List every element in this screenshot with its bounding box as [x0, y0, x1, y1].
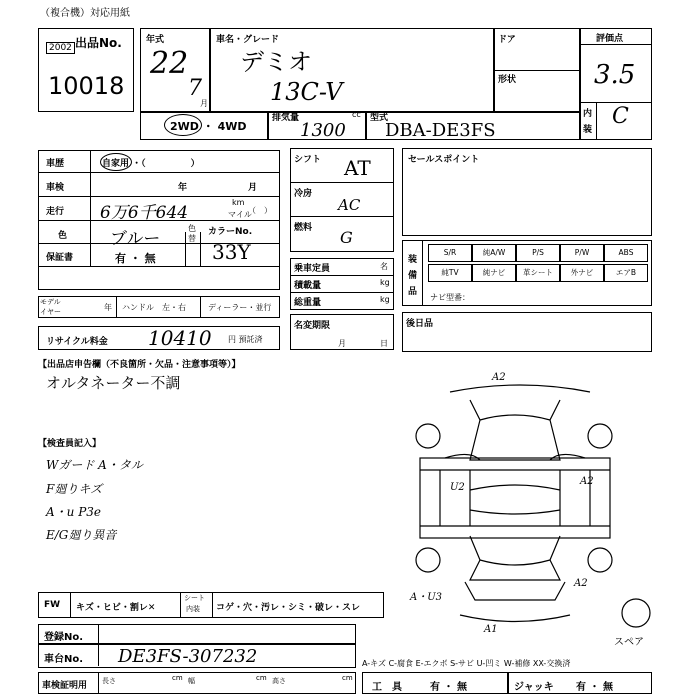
displacement-label: 排気量: [272, 113, 300, 123]
equipment-item: P/W: [560, 244, 604, 262]
interior-value: C: [612, 104, 629, 129]
warranty-label: 保証書: [46, 253, 74, 263]
equipment-item: 純TV: [428, 264, 472, 282]
inspector-line-2: F廻りキズ: [46, 482, 103, 496]
mileage-label: 走行: [46, 207, 65, 217]
fuel-label: 燃料: [294, 223, 313, 233]
fw-items: キズ・ヒビ・割レ✕: [76, 603, 156, 613]
mark-a2-top: A2: [492, 372, 506, 383]
equipment-label-1: 装: [408, 255, 418, 265]
door-label: ドア: [498, 35, 516, 45]
equipment-item: 純ナビ: [472, 264, 516, 282]
sales-point-label: セールスポイント: [408, 155, 480, 165]
cert-width-unit: cm: [256, 674, 267, 682]
name-change-label: 名変期限: [294, 321, 331, 331]
registration-box: [38, 624, 356, 644]
gross-label: 総重量: [294, 298, 322, 308]
load-unit: kg: [380, 278, 390, 287]
shift-value: AT: [344, 156, 371, 180]
displacement-value: 1300: [300, 120, 346, 141]
year-label: 年式: [146, 35, 165, 45]
load-label: 積載量: [294, 281, 322, 291]
tools-value: 有 ・ 無: [430, 682, 467, 693]
report-text: オルタネーター不調: [46, 374, 181, 392]
recycle-label: リサイクル料金: [46, 337, 108, 347]
equipment-item: 外ナビ: [560, 264, 604, 282]
warranty-value: 有 ・ 無: [115, 252, 156, 265]
recycle-unit: 円 預託済: [228, 335, 263, 344]
equipment-item: S/R: [428, 244, 472, 262]
inspector-label: 【検査員記入】: [38, 439, 102, 449]
dealer-value: ディーラー・並行: [208, 303, 272, 312]
equipment-item: ABS: [604, 244, 648, 262]
tools-label: 工 具: [372, 682, 402, 693]
mark-a2-right: A2: [580, 476, 594, 487]
history-value: 自家用 ・（ ）: [102, 159, 200, 169]
score-label: 評価点: [596, 34, 624, 44]
inspection-label: 車検: [46, 183, 65, 193]
capacity-label: 乗車定員: [294, 264, 331, 274]
interior-label-1: 内: [583, 109, 593, 119]
model-year-unit: 年: [104, 303, 112, 312]
mileage-paren: （ ）: [248, 206, 272, 215]
chassis-value: DE3FS-307232: [118, 646, 258, 667]
lot-label: 出品No.: [75, 36, 122, 50]
car-grade-value: 13C-V: [270, 78, 343, 106]
inspection-year-unit: 年: [178, 183, 188, 193]
color-kind-1: 色: [188, 224, 196, 233]
shape-label: 形状: [498, 75, 517, 85]
mileage-value: 6万6千644: [100, 203, 189, 223]
gross-unit: kg: [380, 295, 390, 304]
equipment-label-3: 品: [408, 287, 418, 297]
jack-value: 有 ・ 無: [576, 682, 613, 693]
mileage-unit-km: km: [232, 198, 245, 207]
lot-year-stamp: 2002: [46, 42, 75, 54]
year-month-unit: 月: [200, 99, 208, 108]
year-month-value: 7: [188, 76, 202, 101]
fw-seat-1: シート: [184, 594, 205, 602]
equipment-item: P/S: [516, 244, 560, 262]
color-code-value: 33Y: [212, 240, 251, 264]
color-kind-2: 替: [188, 234, 196, 243]
color-code-label: カラーNo.: [208, 227, 253, 237]
inspector-line-3: A・u P3e: [46, 505, 102, 519]
fuel-value: G: [340, 228, 353, 247]
form-header: （複合機）対応用紙: [40, 8, 130, 19]
model-year-label-2: イヤー: [40, 308, 61, 316]
equipment-item: エアB: [604, 264, 648, 282]
color-value: ブルー: [110, 229, 161, 249]
aircon-label: 冷房: [294, 189, 313, 199]
shift-label: シフト: [294, 155, 322, 165]
score-value: 3.5: [594, 60, 636, 90]
inspector-line-4: E/G廻り異音: [46, 528, 117, 542]
equipment-item: 革シート: [516, 264, 560, 282]
equipment-item: 純A/W: [472, 244, 516, 262]
navi-model-label: ナビ型番：: [430, 293, 470, 302]
legend-text: A-キズ C-腐食 E-エクボ S-サビ U-凹ミ W-補修 XX-交換済: [362, 659, 571, 668]
registration-label: 登録No.: [44, 632, 84, 643]
aircon-value: AC: [338, 196, 361, 214]
inspector-line-1: Wガード A・タル: [46, 458, 143, 472]
model-year-label-1: モデル: [40, 298, 61, 306]
color-label: 色: [58, 231, 68, 241]
after-label: 後日品: [406, 319, 434, 329]
capacity-unit: 名: [380, 262, 388, 271]
cert-height-unit: cm: [342, 674, 353, 682]
mileage-unit-mile: マイル: [228, 210, 252, 219]
car-name-value: デミオ: [240, 48, 312, 76]
displacement-unit: cc: [352, 110, 361, 119]
mark-a2-lower: A2: [574, 578, 588, 589]
inspection-month-unit: 月: [248, 183, 258, 193]
year-era-value: 22: [150, 46, 189, 81]
cert-height: 高さ: [272, 677, 286, 685]
cert-width: 幅: [188, 677, 195, 685]
name-change-month: 月: [338, 339, 346, 348]
cert-label: 車検証明用: [42, 681, 88, 691]
mark-au3: A・U3: [410, 592, 443, 603]
chassis-label: 車台No.: [44, 654, 84, 665]
history-label: 車歴: [46, 159, 65, 169]
interior-label-2: 装: [583, 125, 593, 135]
fw-seat-items: コゲ・穴・汚レ・シミ・破レ・スレ: [216, 603, 361, 613]
spare-label: スペア: [614, 637, 644, 648]
drive-options: 2WD ・ 4WD: [170, 120, 247, 133]
jack-label: ジャッキ: [514, 682, 554, 693]
equipment-label-2: 備: [408, 271, 418, 281]
cert-length-unit: cm: [172, 674, 183, 682]
report-label: 【出品店申告欄（不良箇所・欠品・注意事項等）】: [38, 360, 241, 370]
lot-number: 10018: [48, 72, 125, 100]
model-value: DBA-DE3FS: [385, 120, 496, 141]
mark-u2: U2: [450, 482, 465, 493]
name-change-day: 日: [380, 339, 388, 348]
mark-a1: A1: [484, 624, 498, 635]
fw-label: FW: [44, 600, 61, 610]
handle-value: ハンドル 左・右: [122, 303, 186, 312]
cert-length: 長さ: [102, 677, 116, 685]
fw-seat-2: 内装: [186, 605, 200, 613]
car-name-label: 車名・グレード: [216, 35, 280, 45]
model-label: 型式: [370, 113, 389, 123]
recycle-value: 10410: [148, 326, 212, 350]
